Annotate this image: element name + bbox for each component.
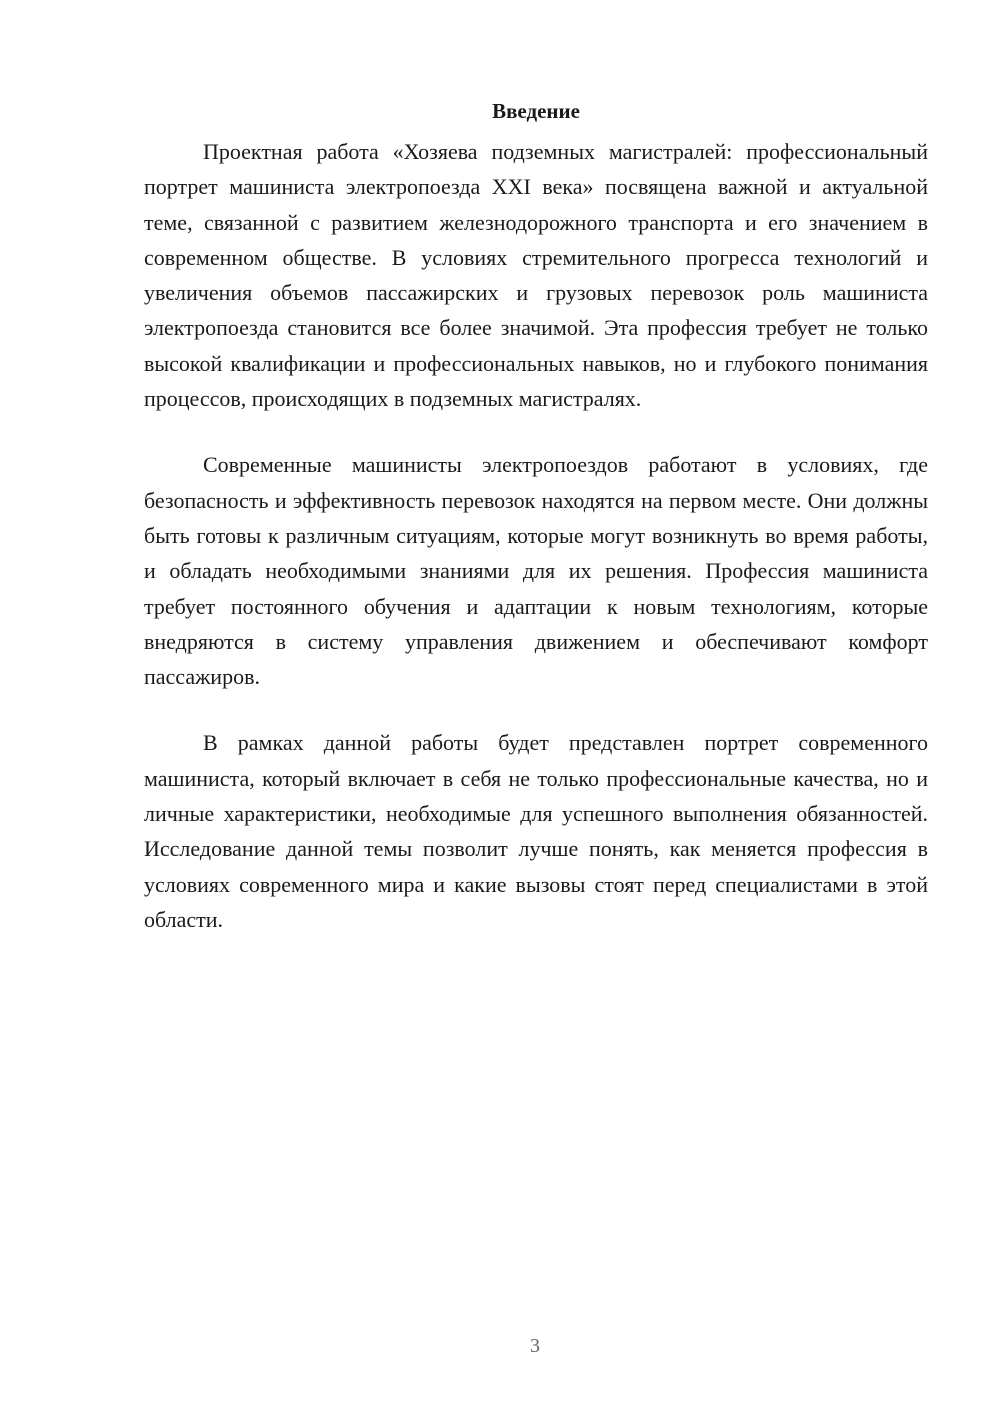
page-content — [144, 94, 928, 968]
section-heading: Введение — [492, 99, 580, 123]
paragraph-2: Современные машинисты электропоездов работают в условиях, где безопасность и эффективность перевозок находятся на первом месте. Они должны быть готовы к различным ситуациям, которые могут возникнуть во время работы, и обладать необходимыми знаниями для их решения. Профессия машиниста требует постоянного обучения и адаптации к новым технологиям, которые внедряются в систему управления движением и обеспечивают комфорт пассажиров. — [144, 452, 928, 690]
paragraph-1: Проектная работа «Хозяева подземных магистралей: профессиональный портрет машиниста электропоезда XXI века» посвящена важной и актуальной теме, связанной с развитием железнодорожного транспорта и его значением в современном обществе. В условиях стремительного прогресса технологий и увеличения объемов пассажирских и грузовых перевозок роль машиниста электропоезда становится все более значимой. Эта профессия требует не только высокой квалификации и профессиональных навыков, но и глубокого понимания процессов, происходящих в подземных магистралях. — [144, 139, 928, 412]
paragraph-3: В рамках данной работы будет представлен портрет современного машиниста, который включает в себя не только профессиональные качества, но и личные характеристики, необходимые для успешного выполнения обязанностей. Исследование данной темы позволит лучше понять, как меняется профессия в условиях современного мира и какие вызовы стоят перед специалистами в этой области. — [144, 730, 928, 932]
page-number: 3 — [530, 1335, 540, 1357]
